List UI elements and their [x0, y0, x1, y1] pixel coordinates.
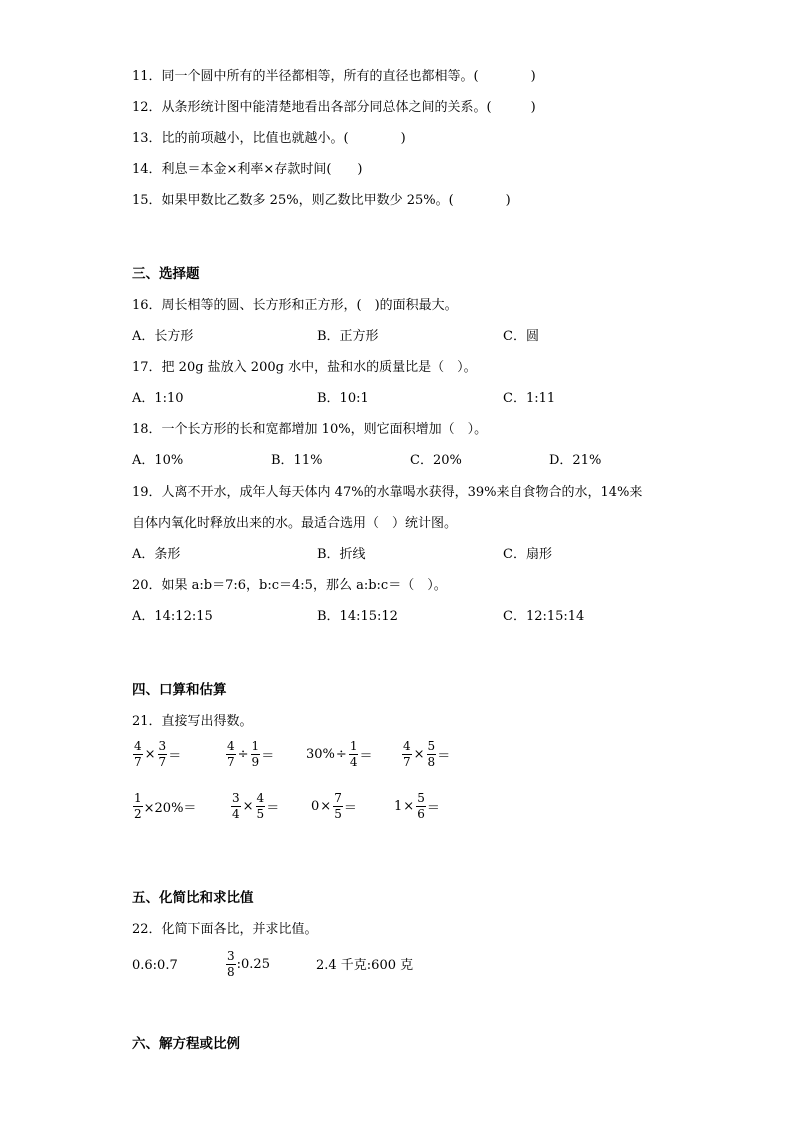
denominator: 7	[134, 755, 142, 769]
numerator: 3	[232, 791, 240, 805]
denominator: 5	[334, 807, 342, 821]
operand: 1	[394, 799, 403, 814]
equals-sign: ＝	[168, 749, 182, 764]
question-19-line1: 19．人离不开水，成年人每天体内 47%的水靠喝水获得，39%来自食物合的水，14%来	[132, 485, 643, 500]
denominator: 7	[227, 755, 235, 769]
fraction	[251, 740, 261, 769]
equals-sign: ＝	[359, 749, 373, 764]
operator: ×	[403, 799, 415, 814]
option-17-c: C．1:11	[503, 391, 556, 406]
equals-sign: ＝	[266, 801, 280, 816]
option-19-b: B．折线	[317, 547, 366, 562]
option-16-c: C．圆	[503, 329, 539, 344]
ratio-rest: :0.25	[236, 957, 270, 972]
ratio-item-3: 2.4 千克:600 克	[316, 958, 414, 973]
numerator: 3	[227, 949, 235, 963]
denominator: 5	[256, 807, 265, 821]
question-22: 22．化简下面各比，并求比值。	[132, 922, 318, 937]
denominator: 8	[227, 965, 235, 979]
calc-item	[230, 792, 279, 821]
option-18-a: A．10%	[132, 453, 184, 468]
question-19-line2: 自体内氧化时释放出来的水。最适合选用（ ）统计图。	[132, 516, 458, 531]
option-17-a: A．1:10	[132, 391, 184, 406]
operator: ×	[413, 747, 425, 762]
fraction	[427, 740, 437, 769]
equals-sign: ＝	[437, 749, 451, 764]
fraction	[402, 740, 412, 769]
operand: 30%	[306, 747, 335, 762]
numerator: 4	[256, 791, 265, 805]
fraction	[416, 792, 426, 821]
option-18-c: C．20%	[410, 453, 462, 468]
calc-item	[306, 740, 372, 769]
equals-sign: ＝	[261, 749, 275, 764]
question-14: 14．利息＝本金×利率×存款时间( )	[132, 162, 363, 177]
denominator: 8	[427, 755, 436, 769]
calc-item	[394, 792, 440, 821]
fraction	[158, 740, 168, 769]
fraction	[256, 792, 266, 821]
numerator: 3	[158, 739, 167, 753]
denominator: 6	[417, 807, 425, 821]
option-16-b: B．正方形	[317, 329, 379, 344]
fraction	[133, 792, 143, 821]
denominator: 9	[251, 755, 260, 769]
denominator: 4	[349, 755, 358, 769]
calc-item	[132, 792, 196, 821]
denominator: 4	[232, 807, 240, 821]
option-19-a: A．条形	[132, 547, 181, 562]
numerator: 5	[417, 791, 425, 805]
denominator: 7	[158, 755, 167, 769]
numerator: 4	[134, 739, 142, 753]
question-11: 11．同一个圆中所有的半径都相等，所有的直径也都相等。( )	[132, 69, 536, 84]
denominator: 2	[134, 807, 142, 821]
question-16: 16．周长相等的圆、长方形和正方形，( )的面积最大。	[132, 298, 458, 313]
question-21: 21．直接写出得数。	[132, 714, 253, 729]
calc-item	[311, 792, 357, 821]
option-19-c: C．扇形	[503, 547, 552, 562]
fraction	[349, 740, 359, 769]
operator: ÷	[335, 747, 347, 762]
numerator: 4	[403, 739, 411, 753]
numerator: 7	[334, 791, 342, 805]
operator: ×	[320, 799, 332, 814]
numerator: 1	[349, 739, 358, 753]
option-20-c: C．12:15:14	[503, 609, 585, 624]
operator: ÷	[237, 747, 249, 762]
option-20-b: B．14:15:12	[317, 609, 398, 624]
operator: ×	[242, 799, 254, 814]
ratio-item-2	[225, 950, 270, 979]
equals-sign: ＝	[426, 801, 440, 816]
operand: 0	[311, 799, 320, 814]
operator: ×	[144, 747, 156, 762]
fraction	[133, 740, 143, 769]
equals-sign: ＝	[343, 801, 357, 816]
section-title-mental-math: 四、口算和估算	[132, 682, 227, 698]
ratio-item-1: 0.6:0.7	[132, 958, 178, 973]
calc-item	[132, 740, 181, 769]
section-title-equations: 六、解方程或比例	[132, 1036, 240, 1052]
question-20: 20．如果 a:b＝7:6，b:c＝4:5，那么 a:b:c＝（ ）。	[132, 578, 447, 593]
section-title-choice: 三、选择题	[132, 266, 200, 282]
denominator: 7	[403, 755, 411, 769]
question-15: 15．如果甲数比乙数多 25%，则乙数比甲数少 25%。( )	[132, 193, 511, 208]
numerator: 1	[251, 739, 260, 753]
fraction	[231, 792, 241, 821]
numerator: 5	[427, 739, 436, 753]
option-18-b: B．11%	[271, 453, 323, 468]
fraction	[333, 792, 343, 821]
fraction	[226, 950, 236, 979]
fraction	[226, 740, 236, 769]
operand: ×20%＝	[143, 801, 197, 816]
option-17-b: B．10:1	[317, 391, 369, 406]
option-16-a: A．长方形	[132, 329, 194, 344]
question-17: 17．把 20g 盐放入 200g 水中，盐和水的质量比是（ ）。	[132, 360, 477, 375]
numerator: 4	[227, 739, 235, 753]
calc-item	[225, 740, 274, 769]
numerator: 1	[134, 791, 142, 805]
question-13: 13．比的前项越小，比值也就越小。( )	[132, 131, 406, 146]
question-12: 12．从条形统计图中能清楚地看出各部分同总体之间的关系。( )	[132, 100, 536, 115]
option-20-a: A．14:12:15	[132, 609, 213, 624]
option-18-d: D．21%	[549, 453, 602, 468]
section-title-simplify-ratio: 五、化简比和求比值	[132, 890, 254, 906]
calc-item	[401, 740, 450, 769]
question-18: 18．一个长方形的长和宽都增加 10%，则它面积增加（ ）。	[132, 422, 488, 437]
